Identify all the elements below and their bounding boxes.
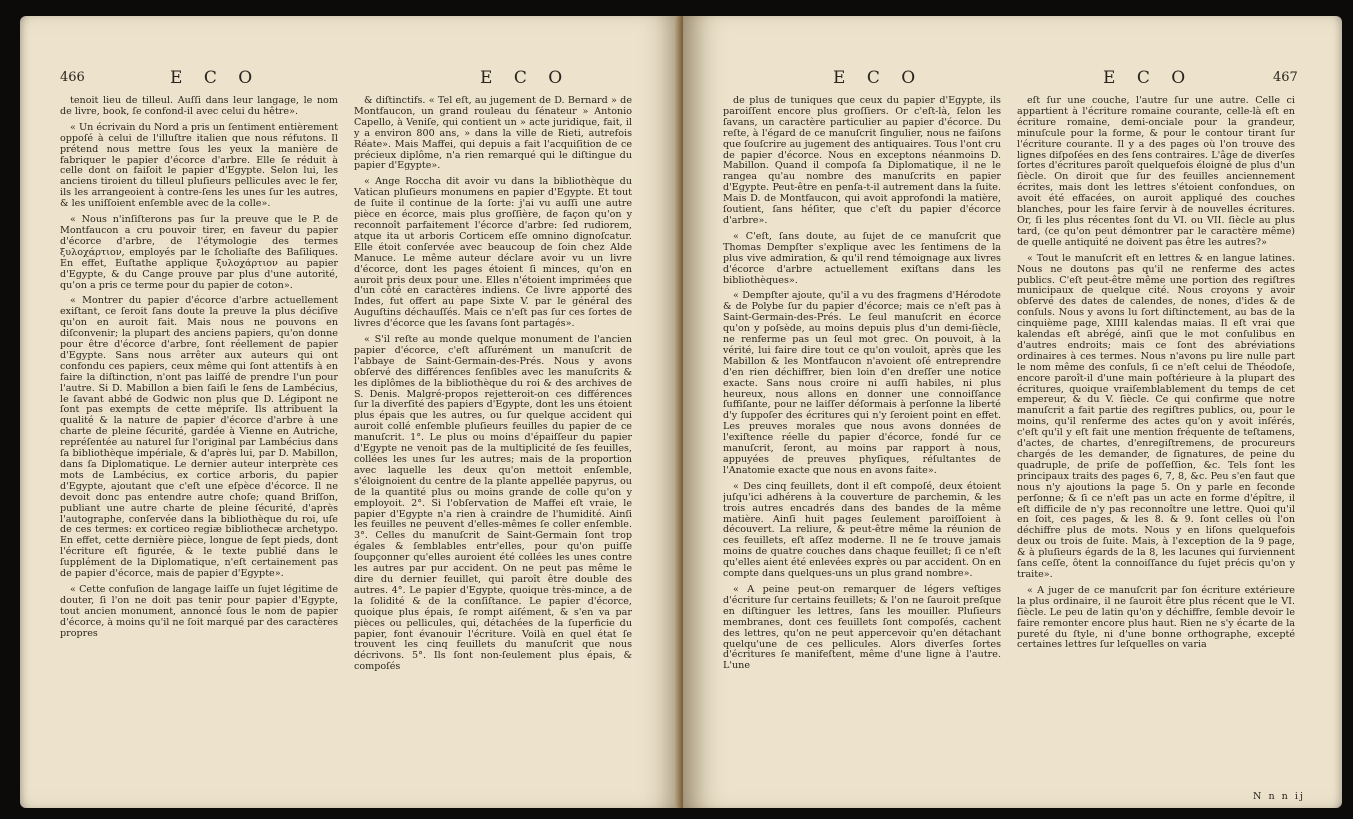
paragraph: de plus de tuniques que ceux du papier d'Egypte, ils paroiſſent encore plus groſſiers. Or c'eſt-là, ſelon les ſavans, un caractère particulier au papier d'écorce. Du reſte, à l'égard de ce manuſcrit ſingulier, nous ne faiſons que ſouſcrire au jugement des antiquaires. Tous l'ont cru de papier d'écorce. Nous en exceptons néanmoins D. Mabillon. Quand il compoſa ſa Diplomatique, il ne le rangea qu'au nombre des manuſcrits en papier d'Egypte. Peut-être en penſa-t-il autrement dans la ſuite. Mais D. de Montfaucon, qui avoit approfondi la matière, ſoutient, ſans héſiter, que c'eſt du papier d'écorce d'arbre». (723, 96, 1001, 226)
paragraph: « A peine peut-on remarquer de légers veſtiges d'écriture ſur certains feuillets; & l'on ne ſauroit preſque en diſtinguer les lettres, ſans les mouiller. Pluſieurs membranes, dont ces feuillets ſont compoſés, cachent des lettres, qu'on ne peut appercevoir qu'en détachant quelqu'une de ces pellicules. Alors diverſes ſortes d'écritures ſe manifeſtent, même d'une ligne à l'autre. L'une (723, 583, 1001, 672)
running-head: E C O (833, 68, 924, 88)
running-head: E C O (1103, 68, 1194, 88)
text-column-1 (60, 96, 338, 801)
paragraph: « Dempſter ajoute, qu'il a vu des fragmens d'Hérodote & de Polybe ſur du papier d'écorce; mais ce n'eſt pas à Saint-Germain-des-Prés. Le ſeul manuſcrit en écorce qu'on y poſsède, au moins depuis plus d'un demi-ſiècle, ne renferme pas un ſeul mot grec. On pouvoit, à la vérité, lui faire dire tout ce qu'on vouloit, après que les Mabillon & les Montfaucon n'avoient oſé entreprendre d'en rien déchiffrer, bien loin d'en dreſſer une notice exacte. Sans nous croire ni auſſi habiles, ni plus heureux, nous allons en donner une connoiſſance ſuffiſante, pour ne laiſſer déſormais à perſonne la liberté d'y ſuppoſer des écritures qui n'y ſeroient point en effet. Les preuves morales que nous avons données de l'exiſtence réelle du papier d'écorce, fondé ſur ce manuſcrit, ſeront, au moins par rapport à nous, appuyées de preuves phyſiques, réſultantes de l'Anatomie exacte que nous en avons faite». (723, 290, 1001, 476)
paragraph: « S'il reſte au monde quelque monument de l'ancien papier d'écorce, c'eſt aſſurément un manuſcrit de l'abbaye de Saint-Germain-des-Prés. Nous y avons obſervé des différences ſenſibles avec les manuſcrits & les diplômes de la bibliothèque du roi & des archives de S. Denis. Malgré-propos rejetteroit-on ces différences ſur la diverſité des papiers d'Egypte, dont les uns étoient plus épais que les autres, ou ſur quelque accident qui auroit collé enſemble pluſieurs feuilles du papier de ce manuſcrit. 1°. Le plus ou moins d'épaiſſeur du papier d'Egypte ne venoit pas de la multiplicité de ſes feuilles, collées les unes ſur les autres; mais de la proportion avec laquelle les deux qu'on mettoit enſemble, s'éloignoient du centre de la plante appellée papyrus, ou de la quantité plus ou moins grande de colle qu'on y employoit. 2°. Si l'obſervation de Maffei eſt vraie, le papier d'Egypte n'a rien à craindre de l'humidité. Ainſi les feuilles ne peuvent d'elles-mêmes ſe coller enſemble. 3°. Celles du manuſcrit de Saint-Germain ſont trop égales & ſemblables entr'elles, pour qu'on puiſſe ſoupçonner qu'elles auroient été collées les unes contre les autres par pur accident. On ne peut pas même le dire du dernier feuillet, qui paroît être double des autres. 4°. Le papier d'Egypte, quoique très-mince, a de la ſolidité & de la conſiſtance. Le papier d'écorce, quoique plus épais, ſe rompt aiſément, & s'en va par pièces ou pellicules, qui, détachées de la ſuperficie du papier, font évanouir l'écriture. Voilà en quel état ſe trouvent les cinq feuillets du manuſcrit que nous décrivons. 5°. Ils ſont non-ſeulement plus épais, & compoſés (354, 334, 632, 673)
signature-mark: N n n ij (1253, 791, 1305, 802)
paragraph: & diſtinctifs. « Tel eſt, au jugement de D. Bernard » de Montfaucon, un grand rouleau du ſénateur » Antonio Capello, à Veniſe, qui contient un » acte juridique, fait, il y a environ 800 ans, » dans la ville de Rieti, autrefois Réate». Mais Maffei, qui depuis a fait l'acquiſition de ce précieux diplôme, n'a rien remarqué qui le diſtingue du papier d'Egypte». (354, 96, 632, 172)
running-head: E C O (480, 68, 571, 88)
running-head: E C O (170, 68, 261, 88)
text-column-2 (354, 96, 632, 801)
left-page-header (20, 68, 683, 90)
paragraph: « Ange Roccha dit avoir vu dans la bibliothèque du Vatican pluſieurs monumens en papier d'Egypte. Et tout de ſuite il continue de la ſorte: j'ai vu auſſi une autre pièce en écorce, mais plus groſſière, de façon qu'on y reconnoît parfaitement l'écorce d'arbre: ſed rudiorem, atque ita ut arboris Corticem eſſe omnino dignoſcatur. Elle étoit conſervée avec beaucoup de ſoin chez Alde Manuce. Le même auteur déclare avoir vu un livre d'écorce, dont les pages étoient ſi minces, qu'on en auroit pris deux pour une. Elles n'étoient imprimées que d'un côté en caractères indiens. Ce livre apporté des Indes, fut offert au pape Sixte V. par le général des Auguſtins déchauſſés. Mais ce n'eſt pas ſur ces ſortes de livres d'écorce que les ſavans ſont partagés». (354, 176, 632, 330)
right-page-header (683, 68, 1342, 90)
paragraph: « Cette confuſion de langage laiſſe un ſujet légitime de douter, ſi l'on ne doit pas tenir pour papier d'Egypte, tout ancien monument, annoncé ſous le nom de papier d'écorce, à moins qu'il ne ſoit marqué par des caractères propres (60, 583, 338, 639)
right-page (683, 16, 1342, 808)
paragraph: « Tout le manuſcrit eſt en lettres & en langue latines. Nous ne doutons pas qu'il ne renferme des actes publics. C'eſt peut-être même une portion des regiſtres municipaux de quelque cité. Nous croyons y avoir obſervé des dates de calendes, de nones, d'ides & de conſuls. Nous y avons lu ſort diſtinctement, au bas de la cinquième page, XIIII kalendas maias. Il eſt vrai que kalendas eſt abrégé, ainſi que le mot conſulibus en d'autres endroits; mais ce ſont des abréviations ordinaires à ces termes. Nous n'avons pu lire nulle part le nom même des conſuls, ſi ce n'eſt celui de Théodoſe, encore paroît-il d'une main poſtérieure à la plupart des écritures, quoique vraiſemblablement du temps de cet empereur, & du V. ſiècle. Ce qui confirme que notre manuſcrit a fait partie des regiſtres publics, ou, pour le moins, qu'il renferme des actes qu'on y avoit inſérés, c'eſt qu'il y eſt fait une mention fréquente de teſtamens, d'actes, de chartes, d'enregiſtremens, de procureurs chargés de les demander, de ſignatures, de peine du quadruple, de priſe de poſſeſſion, &c. Tels ſont les principaux traits des pages 6, 7, 8, &c. Peu s'en faut que nous n'y ajoutions la page 5. On y parle en ſeconde perſonne; & ſi ce n'eſt pas un acte en forme d'épître, il eſt difficile de n'y pas reconnoître une lettre. Quoi qu'il en ſoit, ces pages, & les 8. & 9. ſont celles où l'on déchiffre plus de mots. Nous y en liſons quelquefois deux ou trois de ſuite. Mais, à l'exception de la 9 page, & à pluſieurs égards de la 8, les lacunes qui ſurviennent ſans ceſſe, ôtent la connoiſſance du ſujet précis qu'on y traite». (1017, 252, 1295, 580)
paragraph: tenoit lieu de tilleul. Auſſi dans leur langage, le nom de livre, book, ſe confond-il avec celui du hêtre». (60, 96, 338, 117)
paragraph: « Nous n'inſiſterons pas ſur la preuve que le P. de Montfaucon a cru pouvoir tirer, en faveur du papier d'écorce d'arbre, de l'étymologie des termes ξυλοχάρτιον, employés par le ſcholiaſte des Baſiliques. En effet, Euſtathe applique ξυλοχάρτιον au papier d'Egypte, & du Cange prouve par plus d'une autorité, qu'on a pris ce terme pour du papier de coton». (60, 214, 338, 291)
text-column-1 (723, 96, 1001, 801)
paragraph: « Des cinq feuillets, dont il eſt compoſé, deux étoient juſqu'ici adhérens à la couverture de parchemin, & les trois autres encadrés dans des bandes de la même matière. Ainſi huit pages ſeulement paroiſſoient à découvert. La reliure, & peut-être même la réunion de ces feuillets, eſt aſſez moderne. Il ne ſe trouve jamais moins de quatre couches dans chaque feuillet; ſi ce n'eſt qu'elles aient été enlevées exprès ou par accident. On en compte dans quelques-uns un plus grand nombre». (723, 480, 1001, 580)
page-number: 467 (1273, 70, 1298, 85)
paragraph: « Montrer du papier d'écorce d'arbre actuellement exiſtant, ce ſeroit ſans doute la preuve la plus déciſive qu'on en auroit fait. Mais nous ne pouvons en diſconvenir; la plupart des anciens papiers, qu'on donne pour être d'écorce d'arbre, ſont réellement de papier d'Egypte. Sans nous arrêter aux auteurs qui ont confondu ces papiers, ceux même qui ſont attentifs à en faire la diſtinction, n'ont pas laiſſé de prendre l'un pour l'autre. Si D. Mabillon a bien ſaiſi le ſens de Lambécius, le ſavant abbé de Godwic non plus que D. Légipont ne ſont pas exempts de cette mépriſe. Ils attribuent la qualité & la nature de papier d'écorce d'arbre à une charte de pleine ſécurité, gardée à Vienne en Autriche, repréſentée au naturel ſur l'original par Lambécius dans ſa bibliothèque impériale, & d'après lui, par D. Mabillon, dans ſa Diplomatique. Le dernier auteur interprète ces mots de Lambécius, ex cortice arboris, du papier d'Egypte, ajoutant que c'eſt une eſpèce d'écorce. Il ne devoit donc pas entendre autre choſe; quand Briſſon, publiant une autre charte de pleine ſécurité, d'après l'autographe, conſervée dans la bibliothèque du roi, uſe de ces termes: ex corticeo regiæ bibliothecæ archetypo. En effet, cette dernière pièce, longue de ſept pieds, dont l'écriture eſt figurée, & le texte publié dans le ſupplément de la Diplomatique, n'eſt certainement pas de papier d'écorce, mais de papier d'Egypte». (60, 295, 338, 580)
text-column-2 (1017, 96, 1295, 786)
left-page (20, 16, 683, 808)
paragraph: eſt ſur une couche, l'autre ſur une autre. Celle ci appartient à l'écriture romaine courante, celle-là eſt en écriture romaine, demi-onciale pour la grandeur, minuſcule pour la forme, & pour le contour tirant ſur l'écriture courante. Il y a des pages où l'on trouve des lignes diſpoſées en des ſens contraires. L'âge de diverſes ſortes d'écritures paroît quelquefois éloigné de plus d'un ſiècle. On diroit que ſur des feuilles anciennement écrites, mais dont les lettres s'étoient confondues, on avoit été effacées, on auroit appliqué des couches blanches, pour les faire ſervir à de nouvelles écritures. Or, ſi les plus récentes ſont du VI. ou VII. ſiècle au plus tard, (ce qu'on peut démontrer par le caractère même) de quelle antiquité ne doivent pas être les autres?» (1017, 96, 1295, 248)
paragraph: « A juger de ce manuſcrit par ſon écriture extérieure la plus ordinaire, il ne ſauroit être plus récent que le VI. ſiècle. Le peu de latin qu'on y déchiffre, ſemble devoir le faire remonter encore plus haut. Rien ne s'y écarte de la pureté du ſtyle, ni d'une bonne orthographe, excepté certaines lettres ſur leſquelles on varia (1017, 584, 1295, 651)
book-spread (14, 6, 1344, 812)
paragraph: « C'eſt, ſans doute, au ſujet de ce manuſcrit que Thomas Dempſter s'explique avec les ſentimens de la plus vive admiration, & qu'il rend témoignage aux livres d'écorce d'arbre actuellement exiſtans dans les bibliothèques». (723, 230, 1001, 286)
page-number: 466 (60, 70, 85, 85)
paragraph: « Un écrivain du Nord a pris un ſentiment entièrement oppoſé à celui de l'illuſtre italien que nous réfutons. Il prétend nous mettre ſous les yeux la manière de fabriquer le papier d'écorce d'arbre. Elle ſe réduit à celle dont on faiſoit le papier d'Egypte. Selon lui, les anciens tiroient du tilleul pluſieurs pellicules avec le fer, ils les arrangeoient à contre-ſens les unes ſur les autres, & les uniſſoient enſemble avec de la colle». (60, 121, 338, 210)
